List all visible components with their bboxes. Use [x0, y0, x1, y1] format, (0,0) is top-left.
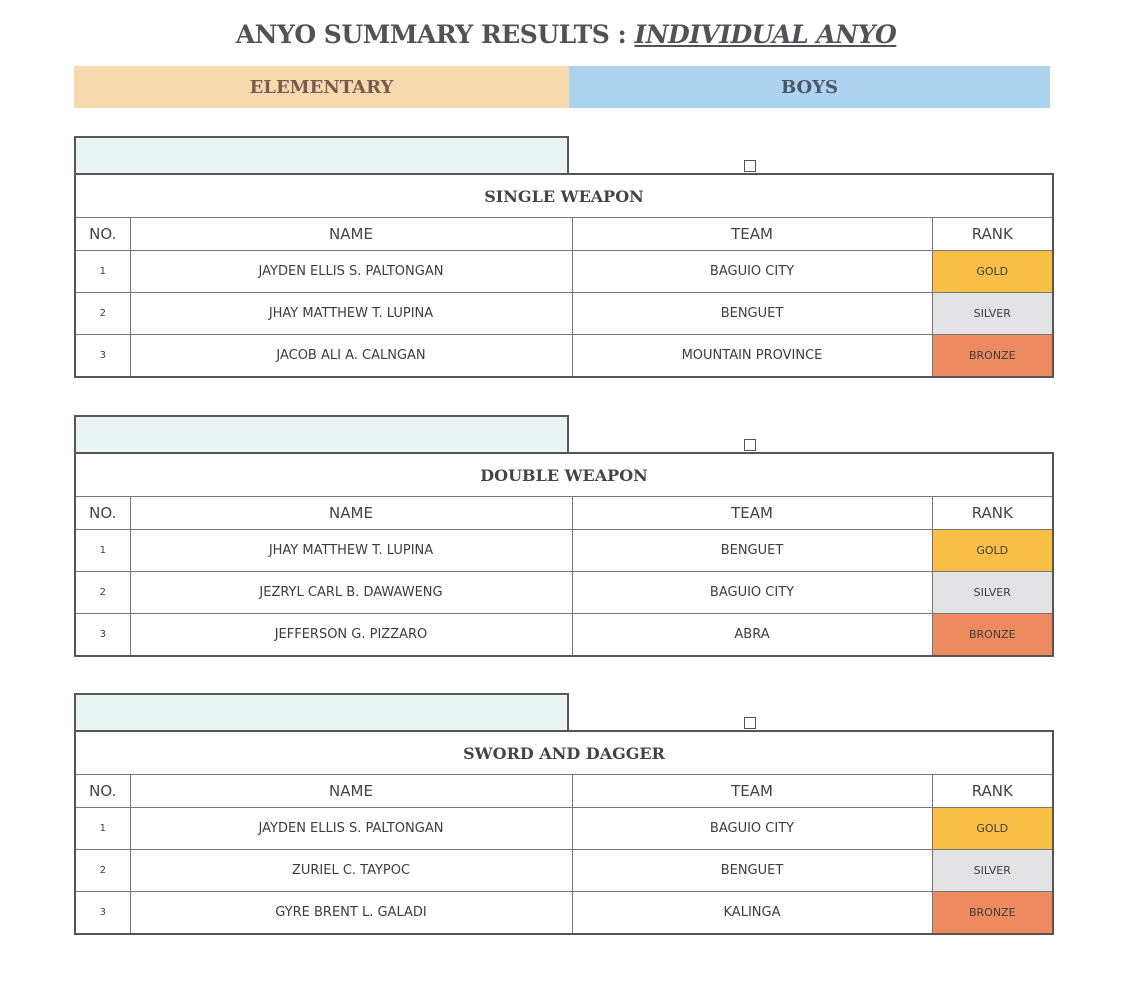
athlete-name: GYRE BRENT L. GALADI — [130, 892, 572, 935]
column-header-no: NO. — [75, 497, 130, 530]
athlete-name: JHAY MATTHEW T. LUPINA — [130, 293, 572, 335]
event-title: SWORD AND DAGGER — [75, 731, 1053, 775]
rank-badge: BRONZE — [932, 892, 1053, 935]
checkbox-icon[interactable] — [744, 439, 756, 451]
team-name: BAGUIO CITY — [572, 808, 932, 850]
header-row — [75, 497, 1053, 530]
athlete-name: ZURIEL C. TAYPOC — [130, 850, 572, 892]
results-table — [74, 730, 1054, 935]
rank-badge: GOLD — [932, 251, 1053, 293]
header-row — [75, 775, 1053, 808]
row-number: 3 — [75, 892, 130, 935]
title-emphasis: INDIVIDUAL ANYO — [634, 20, 897, 49]
checkbox-icon[interactable] — [744, 160, 756, 172]
rank-badge: GOLD — [932, 808, 1053, 850]
table-row — [75, 572, 1053, 614]
team-name: MOUNTAIN PROVINCE — [572, 335, 932, 378]
team-name: KALINGA — [572, 892, 932, 935]
team-name: BAGUIO CITY — [572, 251, 932, 293]
table-row — [75, 335, 1053, 378]
rank-badge: SILVER — [932, 850, 1053, 892]
table-row — [75, 808, 1053, 850]
row-number: 2 — [75, 572, 130, 614]
column-header-team: TEAM — [572, 775, 932, 808]
team-name: ABRA — [572, 614, 932, 657]
row-number: 3 — [75, 335, 130, 378]
row-number: 3 — [75, 614, 130, 657]
athlete-name: JEFFERSON G. PIZZARO — [130, 614, 572, 657]
team-name: BAGUIO CITY — [572, 572, 932, 614]
results-table — [74, 452, 1054, 657]
team-name: BENGUET — [572, 530, 932, 572]
row-number: 2 — [75, 850, 130, 892]
athlete-name: JAYDEN ELLIS S. PALTONGAN — [130, 251, 572, 293]
team-name: BENGUET — [572, 293, 932, 335]
title-main: ANYO SUMMARY RESULTS : — [235, 20, 627, 49]
event-title: DOUBLE WEAPON — [75, 453, 1053, 497]
page-title — [0, 20, 1132, 49]
column-header-rank: RANK — [932, 497, 1053, 530]
results-table — [74, 173, 1054, 378]
table-row — [75, 530, 1053, 572]
rank-badge: GOLD — [932, 530, 1053, 572]
row-number: 2 — [75, 293, 130, 335]
column-header-team: TEAM — [572, 497, 932, 530]
gender-banner: BOYS — [569, 66, 1050, 108]
column-header-team: TEAM — [572, 218, 932, 251]
table-row — [75, 251, 1053, 293]
column-header-name: NAME — [130, 218, 572, 251]
rank-badge: SILVER — [932, 572, 1053, 614]
level-banner: ELEMENTARY — [74, 66, 569, 108]
checkbox-icon[interactable] — [744, 717, 756, 729]
row-number: 1 — [75, 251, 130, 293]
table-row — [75, 293, 1053, 335]
header-row — [75, 218, 1053, 251]
column-header-rank: RANK — [932, 775, 1053, 808]
athlete-name: JACOB ALI A. CALNGAN — [130, 335, 572, 378]
event-title: SINGLE WEAPON — [75, 174, 1053, 218]
table-row — [75, 614, 1053, 657]
rank-badge: SILVER — [932, 293, 1053, 335]
column-header-name: NAME — [130, 775, 572, 808]
column-header-no: NO. — [75, 775, 130, 808]
rank-badge: BRONZE — [932, 614, 1053, 657]
section-tab — [74, 693, 569, 731]
column-header-rank: RANK — [932, 218, 1053, 251]
table-row — [75, 850, 1053, 892]
athlete-name: JAYDEN ELLIS S. PALTONGAN — [130, 808, 572, 850]
table-row — [75, 892, 1053, 935]
row-number: 1 — [75, 530, 130, 572]
column-header-name: NAME — [130, 497, 572, 530]
section-tab — [74, 136, 569, 174]
row-number: 1 — [75, 808, 130, 850]
athlete-name: JEZRYL CARL B. DAWAWENG — [130, 572, 572, 614]
section-tab — [74, 415, 569, 453]
column-header-no: NO. — [75, 218, 130, 251]
team-name: BENGUET — [572, 850, 932, 892]
athlete-name: JHAY MATTHEW T. LUPINA — [130, 530, 572, 572]
rank-badge: BRONZE — [932, 335, 1053, 378]
